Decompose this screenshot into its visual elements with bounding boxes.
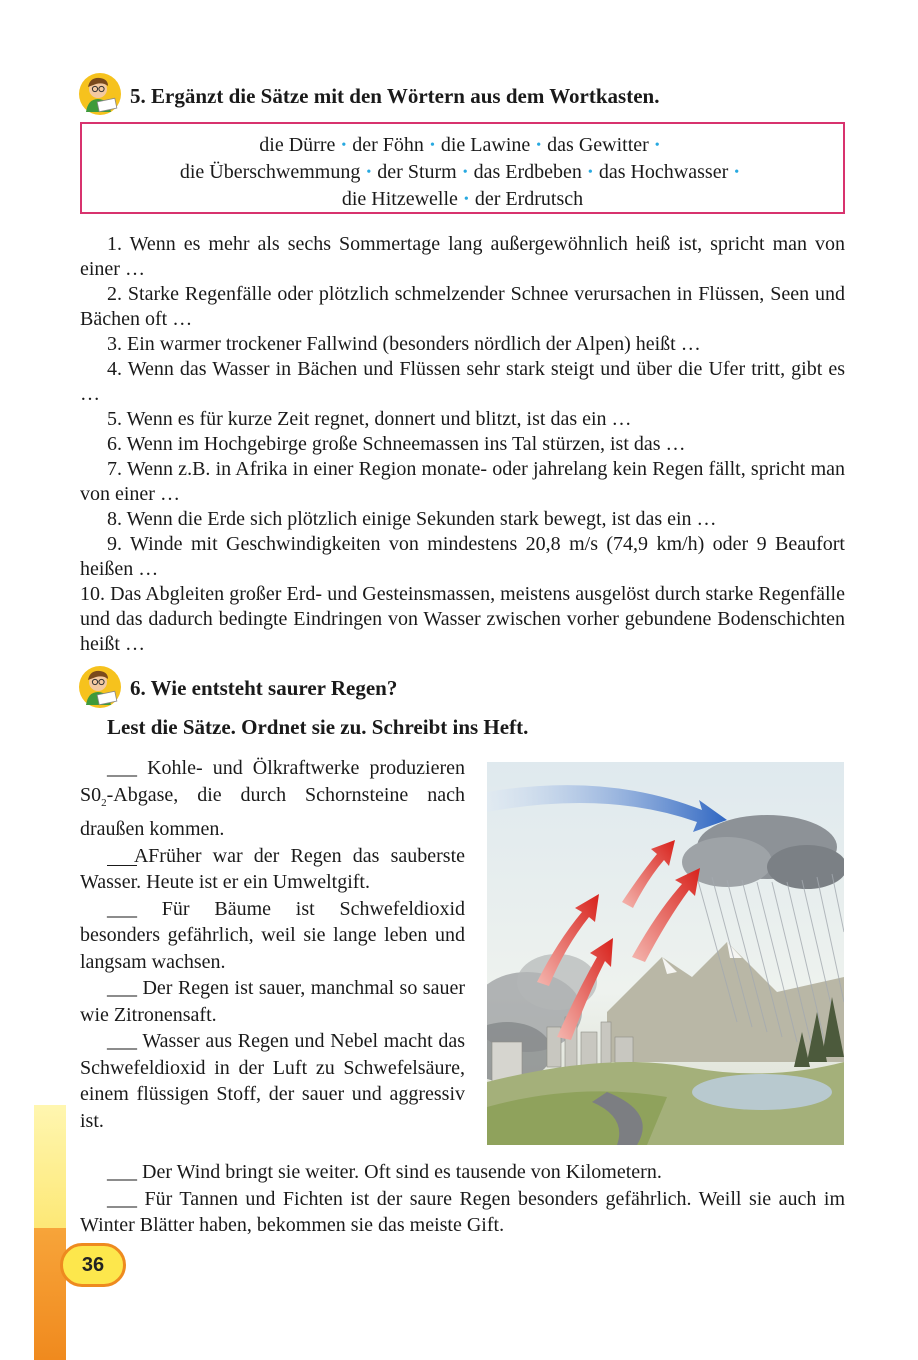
pupil-reading-icon (78, 665, 122, 709)
sentence-1: 1. Wenn es mehr als sechs Sommertage lang außergewöhnlich heiß ist, spricht man von einer … (80, 233, 845, 280)
task6-heading: 6. Wie entsteht saurer Regen? (130, 676, 398, 700)
word-box-line-3 (92, 186, 833, 213)
answer-blank: ___ (107, 1161, 137, 1183)
bullet: • (536, 138, 542, 153)
task6-sentences-left (80, 755, 465, 1134)
task5-sentences (80, 232, 845, 657)
answer-blank: ___ (107, 1030, 137, 1052)
pupil-reading-icon (78, 72, 122, 116)
word: die Hitzewelle (341, 188, 458, 210)
word: das Hochwasser (598, 161, 729, 183)
answer-blank: ___ (107, 1187, 137, 1210)
task6-sentence-6: ___ Der Wind bringt sie weiter. Oft sind es tausende von Kilometern. (107, 1161, 662, 1183)
side-strip-orange (34, 1228, 66, 1360)
task6-sentence-1: ___ Kohle- und Ölkraftwerke produzieren $S0_2$-Abgase, die durch Schornsteine nach draußen kommen. (80, 757, 466, 840)
bullet: • (462, 165, 468, 180)
bullet: • (341, 138, 347, 153)
bullet: • (654, 138, 660, 153)
word: der Föhn (352, 134, 424, 156)
word-box (80, 122, 845, 214)
word-box-line-2 (92, 159, 833, 186)
word: das Gewitter (547, 134, 649, 156)
sentence-10: 10. Das Abgleiten großer Erd- und Gesteinsmassen, meistens ausgelöst durch starke Regenfälle und das dadurch bedingte Eindringen von Wasser zwischen vorher gebundene Bodenschichten heißt … (80, 583, 845, 655)
word: die Überschwemmung (179, 161, 361, 183)
page-number: 36 (60, 1243, 126, 1287)
bullet: • (463, 192, 469, 207)
bullet: • (734, 165, 740, 180)
answer-blank: ___ (107, 977, 137, 999)
bullet: • (587, 165, 593, 180)
sentence-9: 9. Winde mit Geschwindigkeiten von mindestens 20,8 m/s (74,9 km/h) oder 9 Beaufort heißen … (80, 533, 845, 580)
word: das Erdbeben (473, 161, 582, 183)
answer-blank: ___ (107, 757, 137, 779)
answer-blank-filled: A (107, 847, 137, 866)
sentence-2: 2. Starke Regenfälle oder plötzlich schmelzender Schnee verursachen in Flüssen, Seen und Bächen oft … (80, 283, 845, 330)
task6-sentence-5: ___ Wasser aus Regen und Nebel macht das Schwefeldioxid in der Luft zu Schwefelsäure, einem flüssigen Stoff, der sauer und aggressiv ist. (80, 1030, 466, 1132)
sentence-8: 8. Wenn die Erde sich plötzlich einige Sekunden stark bewegt, ist das ein … (107, 508, 717, 530)
answer-blank: ___ (107, 897, 137, 920)
acid-rain-illustration (487, 762, 844, 1145)
sentence-3: 3. Ein warmer trockener Fallwind (besonders nördlich der Alpen) heißt … (107, 333, 701, 355)
sentence-4: 4. Wenn das Wasser in Bächen und Flüssen sehr stark steigt und über die Ufer tritt, gibt es … (80, 358, 845, 405)
word: die Dürre (259, 134, 336, 156)
sentence-7: 7. Wenn z.B. in Afrika in einer Region monate- oder jahrelang kein Regen fällt, spricht man von einer … (80, 458, 845, 505)
bullet: • (429, 138, 435, 153)
task6-instruction: Lest die Sätze. Ordnet sie zu. Schreibt ins Heft. (107, 715, 529, 739)
task6-sentence-2: A Früher war der Regen das sauberste Wasser. Heute ist er ein Umweltgift. (80, 844, 465, 893)
task6-sentence-3: ___ Für Bäume ist Schwefeldioxid besonders gefährlich, weil sie lange leben und langsam wachsen. (80, 897, 466, 973)
word-box-line-1 (92, 132, 833, 159)
task6-sentence-4: ___ Der Regen ist sauer, manchmal so sauer wie Zitronensaft. (80, 977, 465, 1026)
word: die Lawine (440, 134, 531, 156)
word: der Erdrutsch (474, 188, 584, 210)
bullet: • (366, 165, 372, 180)
sentence-5: 5. Wenn es für kurze Zeit regnet, donnert und blitzt, ist das ein … (107, 408, 632, 430)
task6-sentence-7: ___ Für Tannen und Fichten ist der saure Regen besonders gefährlich. Weill sie auch im Winter Blätter haben, bekommen sie das meiste Gift. (80, 1187, 845, 1236)
task6-sentences-bottom (80, 1159, 845, 1239)
task5-heading: 5. Ergänzt die Sätze mit den Wörtern aus dem Wortkasten. (130, 84, 660, 108)
word: der Sturm (377, 161, 457, 183)
sentence-6: 6. Wenn im Hochgebirge große Schneemassen ins Tal stürzen, ist das … (107, 433, 686, 455)
